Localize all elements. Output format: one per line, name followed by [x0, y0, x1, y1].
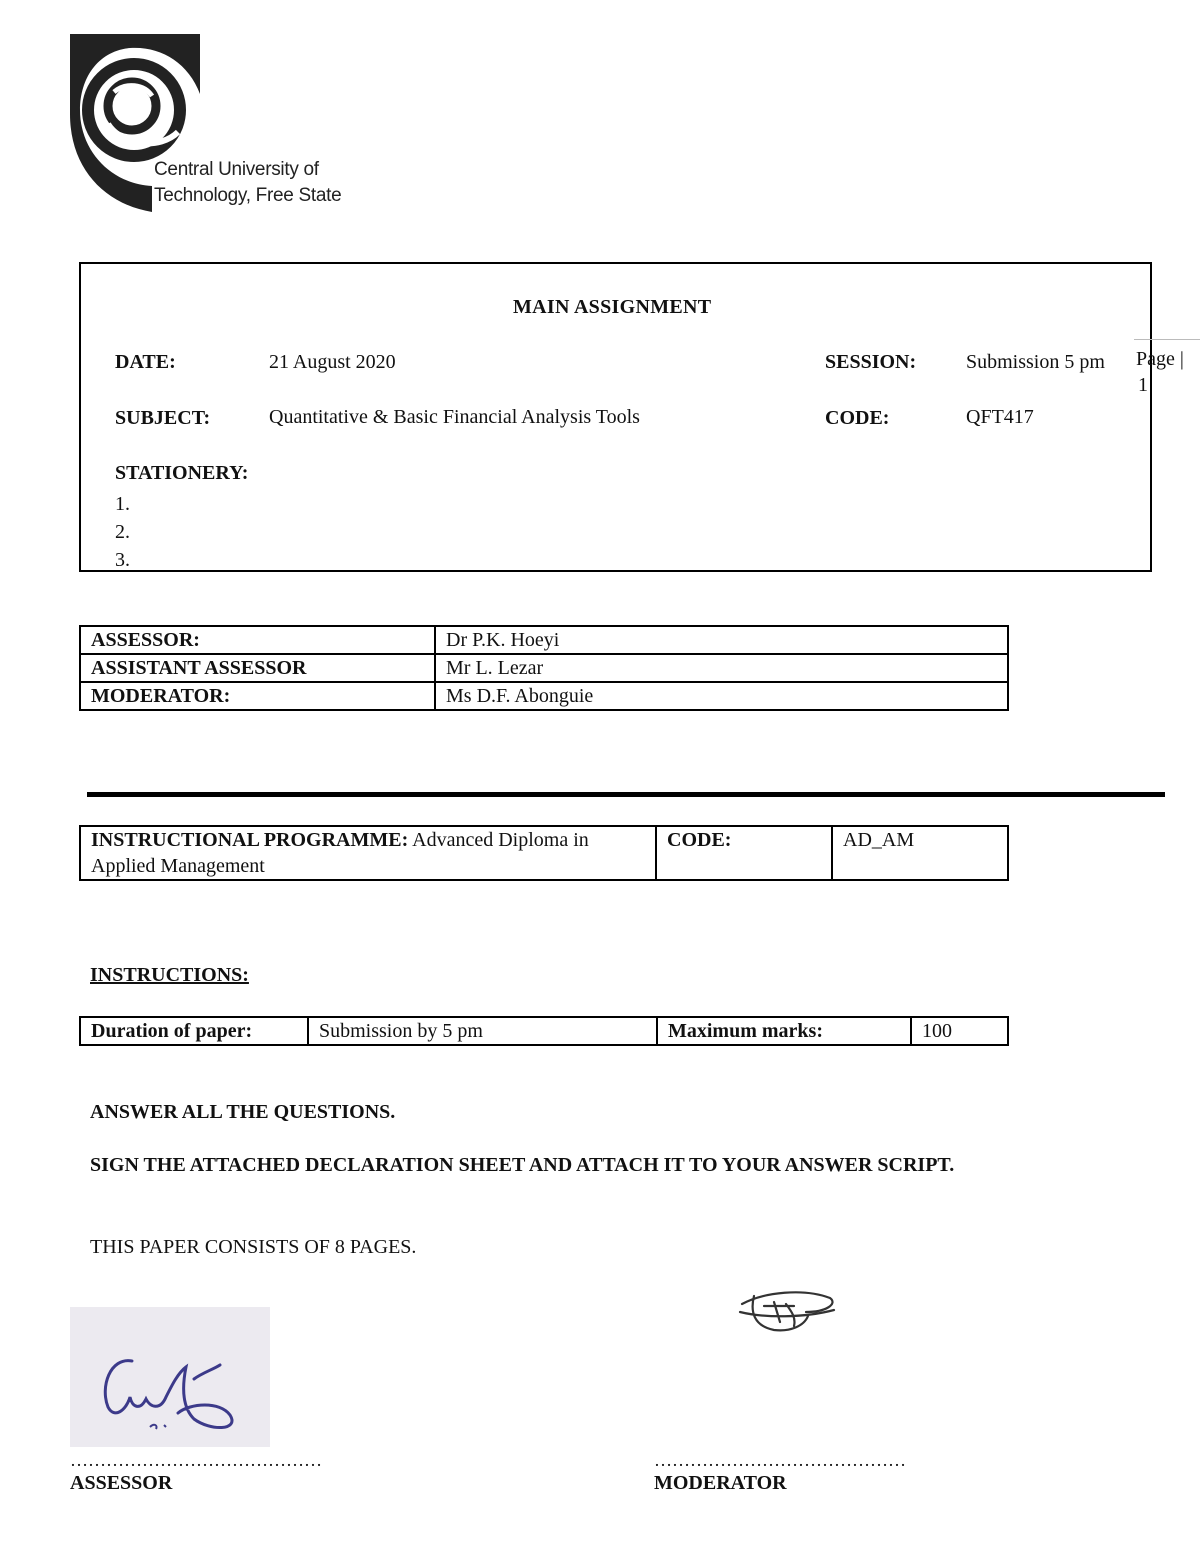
- stationery-item: 1.: [115, 493, 130, 515]
- stationery-item: 3.: [115, 549, 130, 571]
- programme-code-value: AD_AM: [832, 826, 1008, 880]
- stationery-list: [115, 490, 130, 574]
- moderator-label: MODERATOR: [654, 1472, 787, 1494]
- assessor-signature-icon: [70, 1307, 270, 1447]
- programme-cell: [80, 826, 656, 880]
- subject-value: Quantitative & Basic Financial Analysis Tools: [269, 406, 640, 428]
- programme-code-label: CODE:: [656, 826, 832, 880]
- staff-role: MODERATOR:: [80, 682, 435, 710]
- date-label: DATE:: [115, 351, 176, 373]
- programme-label: INSTRUCTIONAL PROGRAMME:: [91, 829, 409, 851]
- table-row: [80, 626, 1008, 654]
- duration-label: Duration of paper:: [80, 1017, 308, 1045]
- staff-table: [79, 625, 1009, 711]
- assessor-signature-image: [70, 1307, 270, 1447]
- staff-name: Ms D.F. Abonguie: [435, 682, 1008, 710]
- assignment-header-box: [79, 262, 1152, 572]
- university-logo: [68, 34, 368, 214]
- code-value: QFT417: [966, 406, 1034, 428]
- moderator-signature-icon: [734, 1282, 840, 1338]
- staff-name: Mr L. Lezar: [435, 654, 1008, 682]
- code-label: CODE:: [825, 407, 890, 429]
- moderator-signature-line: ……………………………………: [654, 1450, 906, 1470]
- table-row: [80, 1017, 1008, 1045]
- session-value: Submission 5 pm: [966, 351, 1105, 373]
- page-marker-number: 1: [1138, 374, 1148, 396]
- table-row: [80, 826, 1008, 880]
- table-row: [80, 682, 1008, 710]
- pages-note: THIS PAPER CONSISTS OF 8 PAGES.: [90, 1236, 417, 1258]
- section-divider: [87, 792, 1165, 797]
- assessor-label: ASSESSOR: [70, 1472, 173, 1494]
- programme-table: [79, 825, 1009, 881]
- session-label: SESSION:: [825, 351, 917, 373]
- stationery-item: 2.: [115, 521, 130, 543]
- stationery-label: STATIONERY:: [115, 462, 249, 484]
- duration-table: [79, 1016, 1009, 1046]
- programme-value: Advanced Diploma in Applied Management: [91, 829, 589, 877]
- instructions-heading: INSTRUCTIONS:: [90, 964, 249, 986]
- subject-label: SUBJECT:: [115, 407, 211, 429]
- instruction-line-1: ANSWER ALL THE QUESTIONS.: [90, 1101, 396, 1123]
- assessor-signature-line: ……………………………………: [70, 1450, 322, 1470]
- staff-role: ASSESSOR:: [80, 626, 435, 654]
- page-marker-rule: [1134, 339, 1200, 340]
- marks-value: 100: [911, 1017, 1008, 1045]
- page-marker: [1136, 346, 1200, 398]
- logo-text-line-1: Central University of: [154, 159, 319, 180]
- page-marker-label: Page |: [1136, 348, 1184, 370]
- marks-label: Maximum marks:: [657, 1017, 911, 1045]
- instruction-line-2: SIGN THE ATTACHED DECLARATION SHEET AND ATTACH IT TO YOUR ANSWER SCRIPT.: [90, 1154, 955, 1176]
- logo-text-line-2: Technology, Free State: [154, 185, 342, 206]
- assignment-title: MAIN ASSIGNMENT: [513, 296, 712, 318]
- table-row: [80, 654, 1008, 682]
- staff-role: ASSISTANT ASSESSOR: [80, 654, 435, 682]
- duration-value: Submission by 5 pm: [308, 1017, 657, 1045]
- staff-name: Dr P.K. Hoeyi: [435, 626, 1008, 654]
- date-value: 21 August 2020: [269, 351, 396, 373]
